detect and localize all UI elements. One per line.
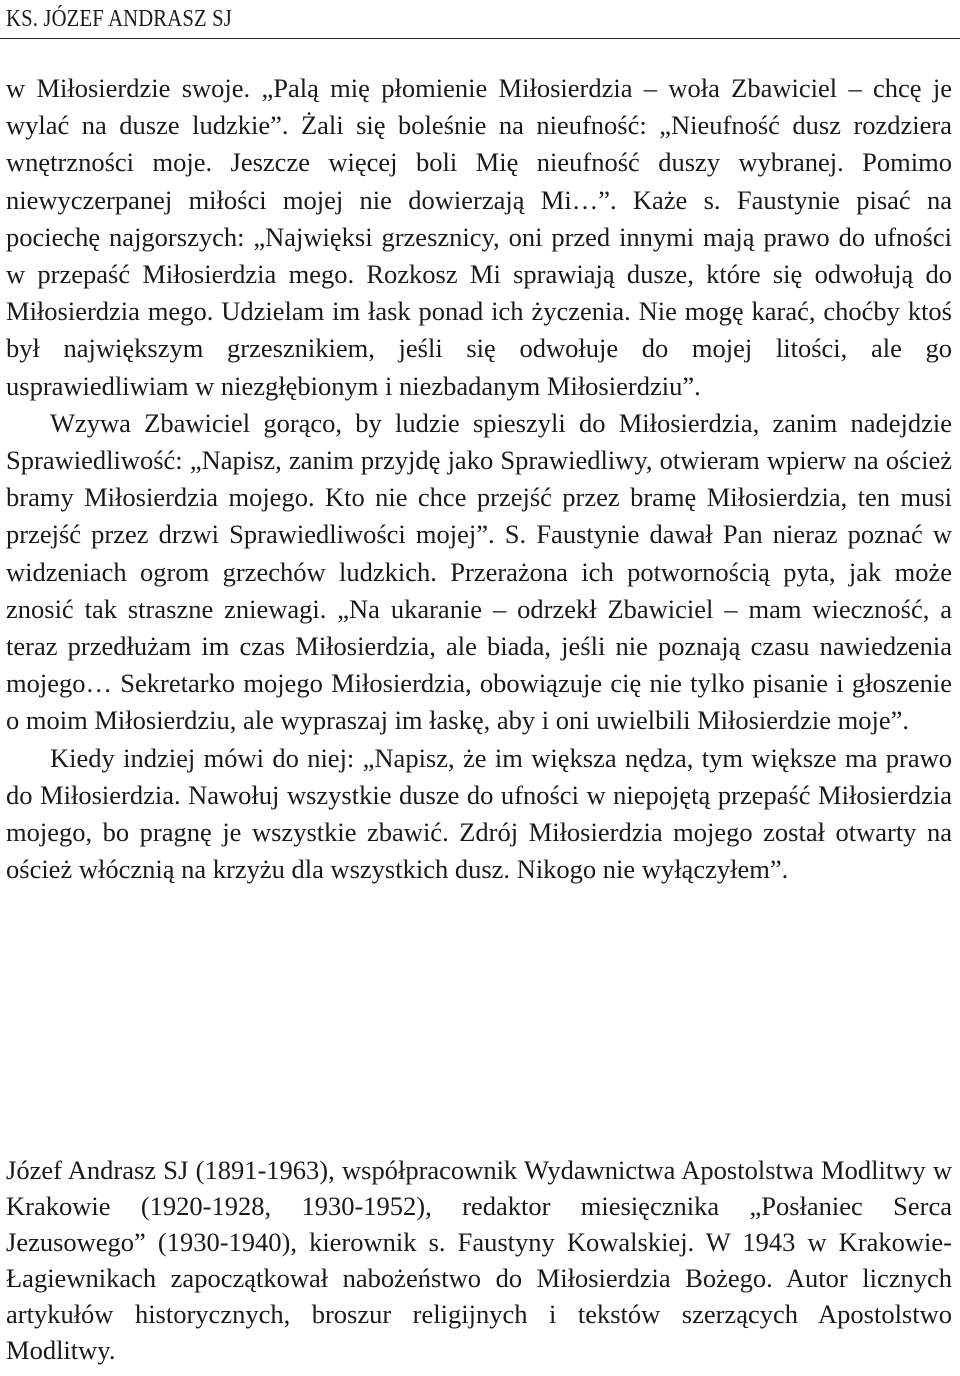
author-bio (6, 1152, 952, 1368)
paragraph-1: w Miłosierdzie swoje. „Palą mię płomienie Miłosierdzia – woła Zbawiciel – chcę je wylać na dusze ludzkie”. Żali się boleśnie na nieufność: „Nieufność dusz rozdziera wnętrzności moje. Jeszcze więcej boli Mię nieufność duszy wybranej. Pomimo niewyczerpanej miłości mojej nie dowierzają Mi…”. Każe s. Faustynie pisać na pociechę najgorszych: „Najwięksi grzesznicy, oni przed innymi mają prawo do ufności w przepaść Miłosierdzia mego. Rozkosz Mi sprawiają dusze, które się odwołują do Miłosierdzia mego. Udzielam im łask ponad ich życzenia. Nie mogę karać, choćby ktoś był największym grzesznikiem, jeśli się odwołuje do mojej litości, ale go usprawiedliwiam w niezgłębionym i niezbadanym Miłosierdziu”. (6, 73, 952, 401)
paragraph-3: Kiedy indziej mówi do niej: „Napisz, że im większa nędza, tym większe ma prawo do Miłosierdzia. Nawołuj wszystkie dusze do ufności w niepojętą przepaść Miłosierdzia mojego, bo pragnę je wszystkie zbawić. Zdrój Miłosierdzia mojego został otwarty na oścież włócznią na krzyżu dla wszystkich dusz. Nikogo nie wyłączyłem”. (6, 742, 952, 885)
paragraph-2: Wzywa Zbawiciel gorąco, by ludzie spieszyli do Miłosierdzia, zanim nadejdzie Sprawiedliwość: „Napisz, zanim przyjdę jako Sprawiedliwy, otwieram wpierw na oścież bramy Miłosierdzia mojego. Kto nie chce przejść przez bramę Miłosierdzia, ten musi przejść przez drzwi Sprawiedliwości mojej”. S. Faustynie dawał Pan nieraz poznać w widzeniach ogrom grzechów ludzkich. Przerażona ich potwornością pyta, jak może znosić tak straszne zniewagi. „Na ukaranie – odrzekł Zbawiciel – mam wieczność, a teraz przedłużam im czas Miłosierdzia, ale biada, jeśli nie poznają czasu nawiedzenia mojego… Sekretarko mojego Miłosierdzia, obowiązuje cię nie tylko pisanie i głoszenie o moim Miłosierdziu, ale wypraszaj im łaskę, aby i oni uwielbili Miłosierdzie moje”. (6, 407, 952, 736)
author-bio-paragraph: Józef Andrasz SJ (1891-1963), współpracownik Wydawnictwa Apostolstwa Modlitwy w Krakowie (1920-1928, 1930-1952), redaktor miesięcznika „Posłaniec Serca Jezusowego” (1930-1940), kierownik s. Faustyny Kowalskiej. W 1943 w Krakowie-Łagiewnikach zapoczątkował nabożeństwo do Miłosierdzia Bożego. Autor licznych artykułów historycznych, broszur religijnych i tekstów szerzących Apostolstwo Modlitwy. (6, 1155, 952, 1365)
running-header: KS. JÓZEF ANDRASZ SJ (6, 6, 232, 32)
main-text (6, 70, 952, 888)
header-divider (0, 38, 960, 39)
